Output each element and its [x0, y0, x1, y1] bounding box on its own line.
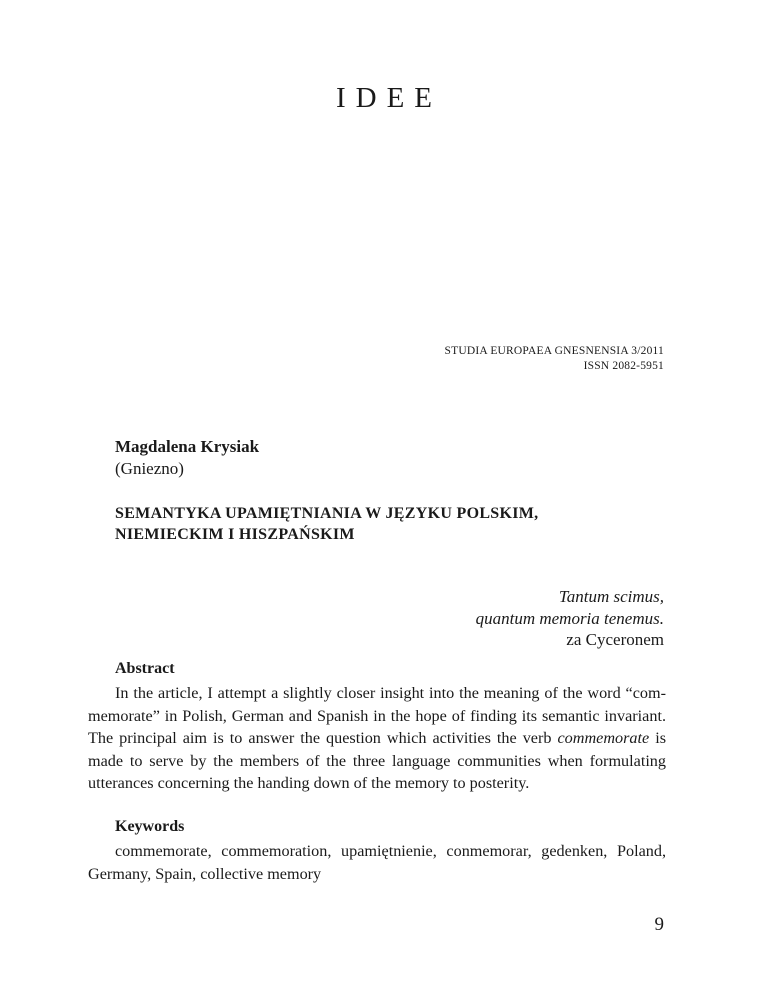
abstract-line: In the article, I attempt a slightly closer insight into the meaning of the word “com- — [115, 684, 666, 702]
author-name: Magdalena Krysiak — [115, 437, 260, 456]
keywords-line: Germany, Spain, collective memory — [88, 864, 322, 883]
abstract-line: memorate” in Polish, German and Spanish in the hope of finding its semantic invariant. — [88, 706, 666, 725]
keywords-line: commemorate, commemoration, upamiętnienie, conmemorar, gedenken, Poland, — [115, 842, 666, 860]
journal-name: STUDIA EUROPAEA GNESNENSIA 3/2011 — [444, 345, 664, 357]
journal-issn: ISSN 2082-5951 — [583, 360, 664, 372]
article-title-line: SEMANTYKA UPAMIĘTNIANIA W JĘZYKU POLSKIM, — [115, 505, 539, 522]
article-title — [115, 503, 538, 545]
epigraph-line: quantum memoria tenemus. — [475, 608, 664, 628]
abstract-line — [88, 727, 666, 750]
abstract-heading: Abstract — [115, 660, 175, 677]
epigraph-attribution: za Cyceronem — [566, 630, 664, 649]
epigraph-line: Tantum scimus, — [558, 587, 664, 606]
epigraph — [476, 586, 664, 651]
abstract-italic-term: commemorate — [557, 729, 650, 747]
keywords-body — [88, 840, 666, 885]
abstract-body — [88, 682, 666, 795]
author-affiliation: (Gniezno) — [115, 459, 184, 478]
abstract-line: made to serve by the members of the three language communities when formulating — [88, 751, 666, 770]
keywords-heading: Keywords — [115, 818, 185, 835]
abstract-line: utterances concerning the handing down of the memory to posterity. — [88, 774, 530, 792]
abstract-text: is — [655, 729, 667, 747]
article-title-line: NIEMIECKIM I HISZPAŃSKIM — [115, 526, 355, 543]
journal-info — [445, 344, 664, 374]
section-title: IDEE — [335, 82, 443, 114]
page-number: 9 — [654, 914, 664, 935]
abstract-text: The principal aim is to answer the question which activities the verb — [88, 729, 552, 747]
